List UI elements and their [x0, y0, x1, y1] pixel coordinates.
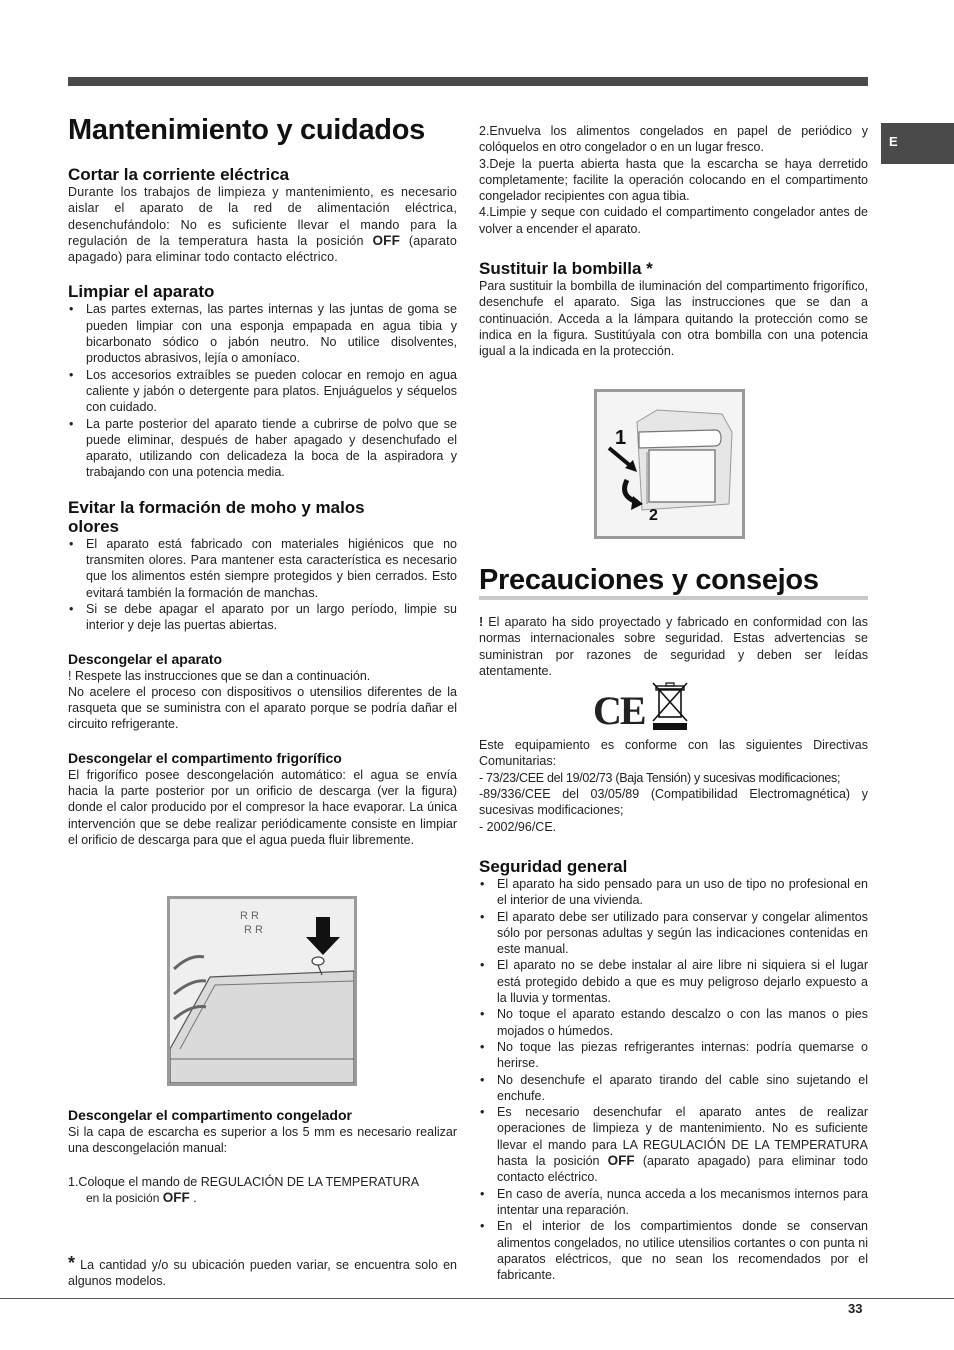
list-item: • No toque las piezas refrigerantes internas: podría quemarse o herirse.	[497, 1039, 868, 1072]
directive-3: - 2002/96/CE.	[479, 819, 557, 834]
left-column-lower	[68, 1107, 457, 1206]
congelador-step1: 1.Coloque el mando de REGULACIÓN DE LA TEMPERATURA	[68, 1174, 420, 1189]
frigorifico-text: El frigorífico posee descongelación automático: el agua se envía hacia la parte posterior por un orificio de descarga (ver la figura) donde el calor producido por el compresor la hace evaporar. La única intervención que se debe realizar periódicamente consiste en limpiar el orificio de descarga para que el agua pueda fluir libremente.	[68, 767, 457, 847]
congelador-text: Si la capa de escarcha es superior a los 5 mm es necesario realizar una descongelación manual:	[68, 1125, 457, 1156]
list-item: • El aparato ha sido pensado para un uso de tipo no profesional en el interior de una vivienda.	[497, 876, 868, 909]
top-rule	[68, 77, 868, 86]
svg-text:R R: R R	[240, 910, 259, 922]
right-column	[479, 123, 868, 360]
drain-illustration	[170, 899, 354, 1083]
page-title: Mantenimiento y cuidados	[68, 114, 425, 146]
list-item: • No desenchufe el aparato tirando del cable sino sujetando el enchufe.	[497, 1072, 868, 1105]
bottom-rule	[0, 1298, 954, 1299]
descongelar-line1: ! Respete las instrucciones que se dan a continuación.	[68, 668, 371, 683]
heading-limpiar: Limpiar el aparato	[68, 282, 215, 302]
list-item: • Los accesorios extraíbles se pueden colocar en remojo en agua caliente y jabón o detergente para platos. Enjuáguelos y séquelos con cuidado.	[86, 367, 457, 416]
left-column	[68, 114, 457, 848]
heading-descongelar: Descongelar el aparato	[68, 650, 223, 667]
list-item: • No toque el aparato estando descalzo o con las manos o pies mojados o húmedos.	[497, 1006, 868, 1039]
cortar-text: Durante los trabajos de limpieza y mantenimiento, es necesario aislar el aparato de la red de alimentación eléctrica, desenchufándolo: No es suficiente llevar el mando para la regulación de la temperatura hasta la posición OFF (aparato apagado) para eliminar todo contacto eléctrico.	[68, 185, 457, 265]
page-number: 33	[848, 1301, 863, 1316]
footnote	[68, 1255, 457, 1290]
heading-seguridad: Seguridad general	[479, 856, 628, 876]
heading-cortar: Cortar la corriente eléctrica	[68, 165, 290, 184]
bulb-illustration	[597, 392, 742, 536]
drain-hole-figure	[167, 896, 357, 1086]
step-3: 3.Deje la puerta abierta hasta que la escarcha se haya derretido completamente; facilite la operación colocando en el compartimento congelador recipientes con agua tibia.	[479, 156, 868, 204]
figure-label-1: 1	[615, 427, 627, 449]
directive-1: - 73/23/CEE del 19/02/73 (Baja Tensión) y sucesivas modificaciones;	[479, 770, 841, 785]
list-item: • El aparato está fabricado con materiales higiénicos que no transmiten olores. Para mantener esta característica es necesario que los alimentos estén siempre protegidos y bien cerrados. Esto evitará también la formación de manchas.	[86, 536, 457, 601]
right-column-lower	[479, 564, 868, 1283]
step-4: 4.Limpie y seque con cuidado el compartimento congelador antes de volver a encender el aparato.	[479, 205, 868, 236]
list-item: • El aparato no se debe instalar al aire libre ni siquiera si el lugar está protegido debido a que es muy peligroso dejarlo expuesto a la lluvia y tormentas.	[497, 957, 868, 1006]
step-2: 2.Envuelva los alimentos congelados en papel de periódico y colóquelos en otro congelador o en un lugar fresco.	[479, 124, 868, 155]
language-tab: E	[881, 123, 954, 164]
figure-label-2: 2	[649, 507, 658, 524]
ce-weee-marks	[479, 679, 868, 737]
directive-2: -89/336/CEE del 03/05/89 (Compatibilidad Electromagnética) y sucesivas modificaciones;	[479, 787, 868, 818]
svg-text:R R: R R	[244, 924, 263, 936]
list-item: • Las partes externas, las partes internas y las juntas de goma se pueden limpiar con una esponja empapada en agua tibia y bicarbonato sódico o jabón neutro. No utilice disolventes, productos abrasivos, lejía o amoníaco.	[86, 301, 457, 366]
moho-list	[68, 536, 457, 634]
descongelar-line2: No acelere el proceso con dispositivos o utensilios diferentes de la rasqueta que se suministra con el aparato porque se podría dañar el circuito refrigerante.	[68, 684, 457, 732]
heading-frigorifico: Descongelar el compartimento frigorífico	[68, 749, 342, 766]
bombilla-text: Para sustituir la bombilla de iluminación del compartimento frigorífico, desenchufe el aparato. Siga las instrucciones que se dan a continuación. Acceda a la lámpara quitando la protección como se indica en la figura. Sustitúyala con otra bombilla con una potencia igual a la indicada en la protección.	[479, 279, 868, 359]
footnote-text: La cantidad y/o su ubicación pueden variar, se encuentra solo en algunos modelos.	[68, 1258, 457, 1289]
list-item: • En el interior de los compartimientos donde se conservan alimentos congelados, no utilice utensilios cortantes o con punta ni aparatos eléctricos, que no sean los recomendados por el fabricante.	[497, 1218, 868, 1283]
limpiar-list	[68, 301, 457, 480]
list-item: • Si se debe apagar el aparato por un largo período, limpie su interior y deje las puertas abiertas.	[86, 601, 457, 634]
heading-bombilla: Sustituir la bombilla *	[479, 259, 653, 279]
precauciones-intro: ! El aparato ha sido proyectado y fabricado en conformidad con las normas internacionales sobre seguridad. Estas advertencias se suministran por razones de seguridad y deben ser leídas atentamente.	[479, 615, 868, 678]
list-item: • La parte posterior del aparato tiende a cubrirse de polvo que se puede eliminar, después de haber apagado y desenchufado el aparato, utilizando con delicadeza la boca de la aspiradora y trabajando con una potencia media.	[86, 416, 457, 481]
list-item: • El aparato debe ser utilizado para conservar y congelar alimentos sólo por personas adultas y según las indicaciones contenidas en este manual.	[497, 909, 868, 958]
section-title-precauciones: Precauciones y consejos	[479, 564, 868, 600]
congelador-step1b: en la posición OFF .	[86, 1189, 197, 1205]
heading-congelador: Descongelar el compartimento congelador	[68, 1107, 352, 1123]
footnote-star: *	[68, 1253, 76, 1273]
weee-bin-icon	[651, 681, 689, 733]
bulb-cover-figure	[594, 389, 745, 539]
list-item: • En caso de avería, nunca acceda a los mecanismos internos para intentar una reparación.	[497, 1186, 868, 1219]
directives-intro: Este equipamiento es conforme con las siguientes Directivas Comunitarias:	[479, 738, 868, 769]
seguridad-list	[479, 876, 868, 1283]
list-item: • Es necesario desenchufar el aparato antes de realizar operaciones de limpieza y de mantenimiento. No es suficiente llevar el mando para LA REGULACIÓN DE LA TEMPERATURA hasta la posición OFF (aparato apagado) para eliminar todo contacto eléctrico.	[497, 1104, 868, 1185]
heading-moho: Evitar la formación de moho y malos olores	[68, 497, 365, 536]
ce-mark: CE	[593, 688, 645, 734]
